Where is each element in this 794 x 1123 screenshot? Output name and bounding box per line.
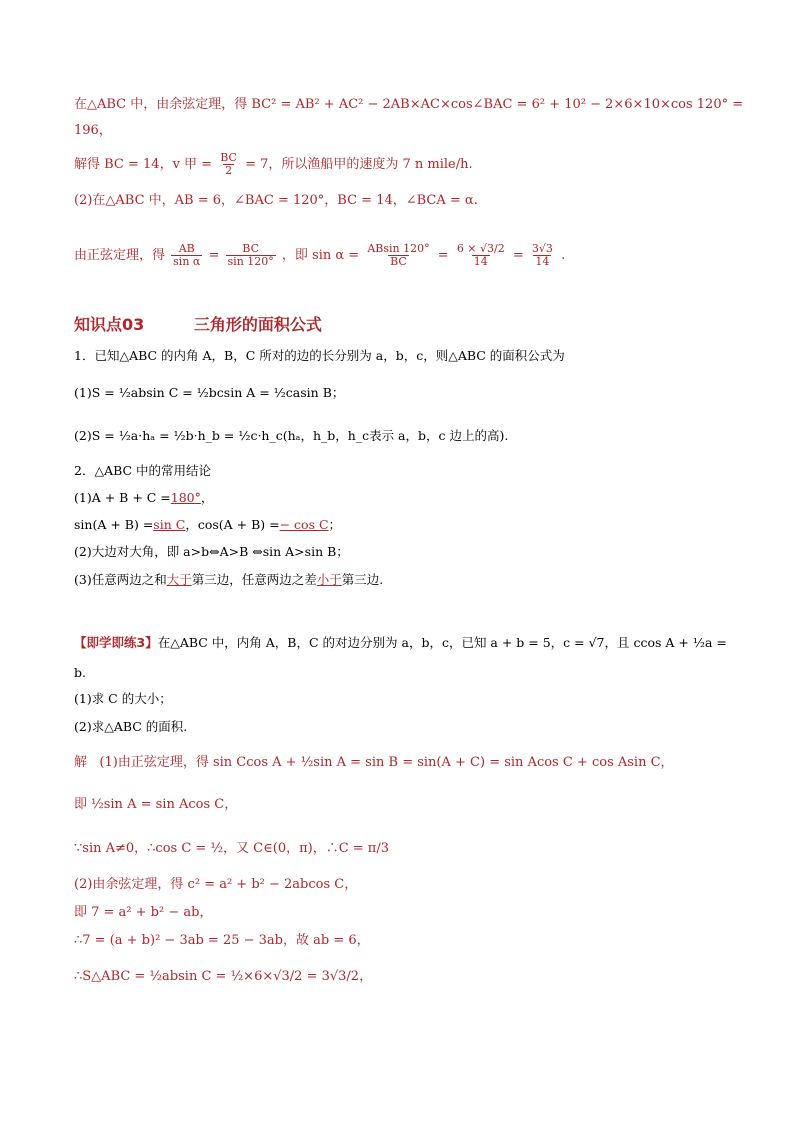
numerator: BC xyxy=(220,151,237,164)
heading-label: 知识点03 xyxy=(74,315,145,334)
text-run: 第三边，任意两边之差 xyxy=(191,572,317,587)
denominator: sin 120° xyxy=(227,255,274,268)
text-run: 由正弦定理，得 xyxy=(74,248,166,263)
text-line xyxy=(74,150,473,180)
exercise-tag: 【即学即练3】 xyxy=(74,635,158,650)
text-run: = xyxy=(437,248,449,263)
numerator: ABsin 120° xyxy=(367,242,430,255)
text-run: sin(A + B) = xyxy=(74,517,154,532)
text-line xyxy=(74,754,674,772)
text-line xyxy=(74,489,213,507)
text-line: 2．△ABC 中的常用结论 xyxy=(74,463,212,478)
fraction xyxy=(530,243,555,268)
text-line: (2)大边对大角，即 a>b⇔A>B ⇔sin A>sin B； xyxy=(74,544,349,559)
text-line xyxy=(74,571,383,589)
formula-line: (2)S = ½a·hₐ = ½b·h_b = ½c·h_c(hₐ，h_b，h_c表示 a，b，c 边上的高). xyxy=(74,428,509,443)
denominator: sin α xyxy=(173,255,201,268)
text-line: ∴S△ABC = ½absin C = ½×6×√3/2 = 3√3/2， xyxy=(74,969,373,984)
text-run: = xyxy=(208,248,220,263)
answer-blank: 180° xyxy=(170,490,201,505)
text-line: ∵sin A≠0，∴cos C = ½，又 C∈(0，π)，∴C = π/3 xyxy=(74,841,390,856)
text-run: 第三边. xyxy=(341,572,384,587)
denominator: 2 xyxy=(225,164,233,177)
answer-blank: 小于 xyxy=(316,572,342,587)
text-run: ，即 sin α = xyxy=(281,248,360,263)
denominator: 14 xyxy=(535,255,550,268)
denominator: BC xyxy=(390,255,407,268)
text-run: (3)任意两边之和 xyxy=(74,572,167,587)
denominator: 14 xyxy=(473,255,488,268)
text-run: ， xyxy=(200,490,214,505)
fraction xyxy=(226,243,276,268)
answer-blank: sin C xyxy=(153,517,186,532)
text-line: b. xyxy=(74,665,86,680)
text-line: ∴7 = (a + b)² − 3ab = 25 − 3ab，故 ab = 6， xyxy=(74,933,370,948)
numerator: 3√3 xyxy=(531,242,553,255)
section-heading xyxy=(74,312,322,335)
numerator: BC xyxy=(242,242,260,255)
text-run: ； xyxy=(328,517,342,532)
text-line: (2)由余弦定理，得 c² = a² + b² − 2abcos C， xyxy=(74,877,358,892)
text-line: 196， xyxy=(74,123,112,138)
text-line: (2)在△ABC 中，AB = 6，∠BAC = 120°，BC = 14，∠BCA = α. xyxy=(74,193,478,208)
text-run: . xyxy=(561,248,566,263)
text-line xyxy=(74,236,565,276)
text-run: 解 xyxy=(74,755,88,770)
text-run: (1)由正弦定理，得 sin Ccos A + ½sin A = sin B = sin(A + C) = sin Acos C + cos Asin C， xyxy=(99,755,674,770)
question-line: (1)求 C 的大小； xyxy=(74,691,172,706)
text-line: 即 7 = a² + b² − ab， xyxy=(74,905,213,920)
text-line: 即 ½sin A = sin Acos C， xyxy=(74,797,238,812)
text-run: 在△ABC 中，内角 A，B，C 的对边分别为 a，b，c，已知 a + b = 5，c = √7，且 ccos A + ½a = xyxy=(157,635,727,650)
text-run: 解得 BC = 14，v 甲 = xyxy=(74,157,213,172)
text-line: 1．已知△ABC 的内角 A，B，C 所对的边的长分别为 a，b，c，则△ABC 的面积公式为 xyxy=(74,348,565,363)
text-line xyxy=(74,516,341,534)
text-run: = 7，所以渔船甲的速度为 7 n mile/h. xyxy=(245,157,473,172)
fraction xyxy=(218,152,239,177)
text-run: = xyxy=(512,248,524,263)
heading-title: 三角形的面积公式 xyxy=(193,315,322,334)
fraction xyxy=(171,243,202,268)
text-line: 在△ABC 中，由余弦定理，得 BC² = AB² + AC² − 2AB×AC×cos∠BAC = 6² + 10² − 2×6×10×cos 120° = xyxy=(74,97,744,112)
answer-blank: − cos C xyxy=(279,517,329,532)
formula-line: (1)S = ½absin C = ½bcsin A = ½casin B； xyxy=(74,385,345,400)
text-run: (1)A + B + C = xyxy=(74,490,171,505)
text-run: ，cos(A + B) = xyxy=(185,517,280,532)
fraction xyxy=(455,243,507,268)
fraction xyxy=(365,243,431,268)
question-line: (2)求△ABC 的面积. xyxy=(74,719,188,734)
numerator: 6 × √3/2 xyxy=(456,242,505,255)
text-line xyxy=(74,634,727,652)
numerator: AB xyxy=(178,242,195,255)
answer-blank: 大于 xyxy=(166,572,192,587)
